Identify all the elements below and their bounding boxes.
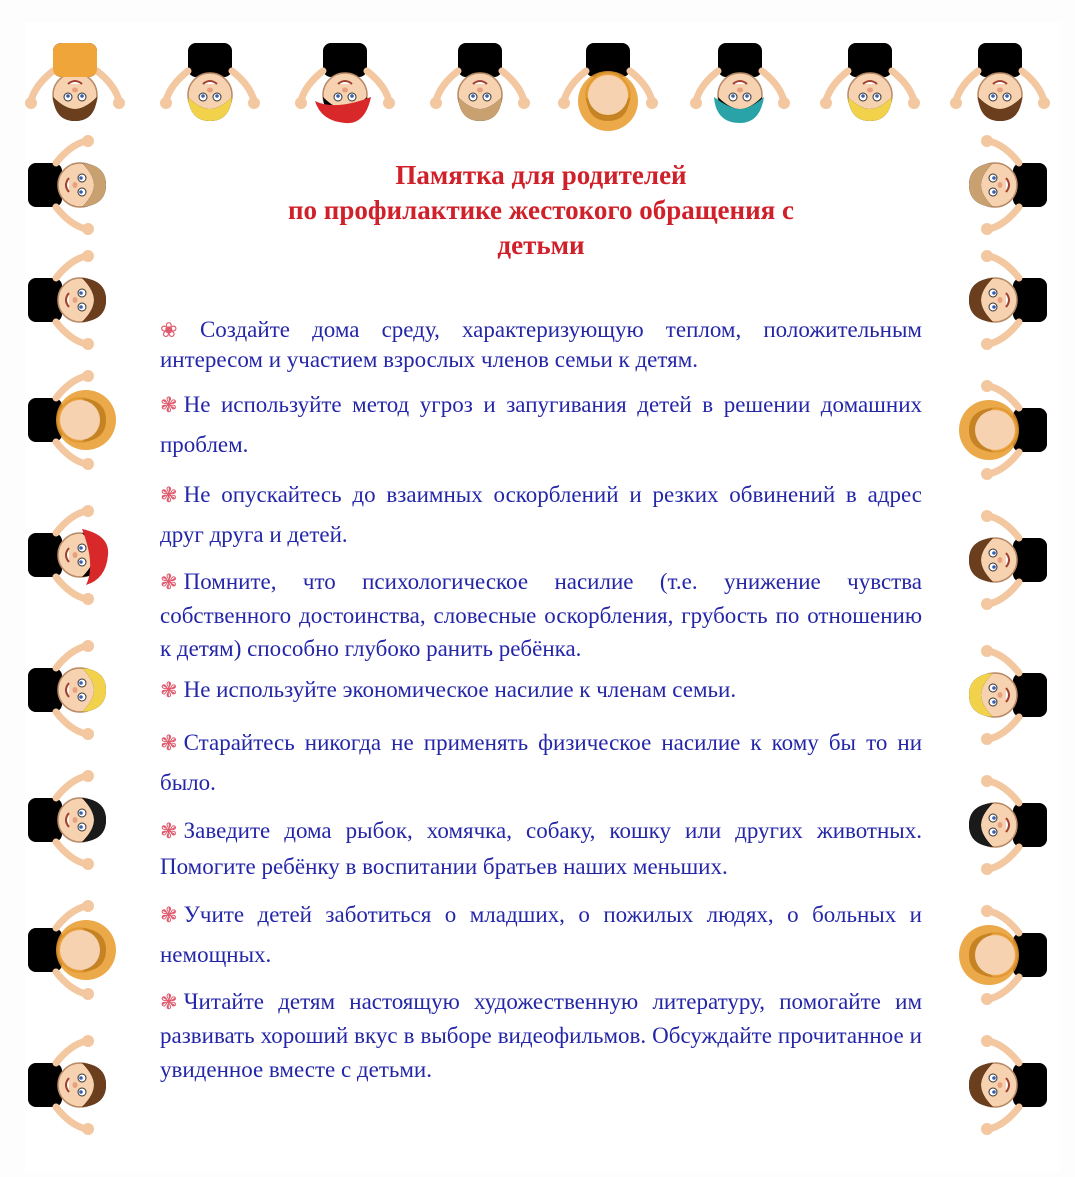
- flower-icon: ❃: [160, 819, 178, 843]
- title-line-3: детьми: [497, 230, 585, 260]
- flower-icon: ❃: [160, 393, 178, 417]
- tip-item: ❃ Не используйте метод угроз и запугивания детей в решении домашних проблем.: [160, 392, 922, 457]
- tip-item: ❃ Помните, что психологическое насилие (т.е. унижение чувства собственного достоинства, словесные оскорбления, грубость по отношению к детям) способно глубоко ранить ребёнка.: [160, 569, 922, 661]
- title-line-2: по профилактике жестокого обращения с: [288, 195, 794, 225]
- tip-item: ❃ Не используйте экономическое насилие к членам семьи.: [160, 677, 737, 702]
- flower-icon: ❃: [160, 990, 178, 1014]
- memo-title: [160, 158, 922, 263]
- tip-item: ❀ Создайте дома среду, характеризующую теплом, положительным интересом и участием взрослых членов семьи к детям.: [160, 317, 922, 372]
- tips-list: [160, 315, 922, 1087]
- flower-icon: ❃: [160, 731, 178, 755]
- flower-icon: ❃: [160, 903, 178, 927]
- flower-icon: ❃: [160, 483, 178, 507]
- tip-item: ❃ Читайте детям настоящую художественную литературу, помогайте им развивать хороший вкус в выборе видеофильмов. Обсуждайте прочитанное и увиденное вместе с детьми.: [160, 989, 922, 1082]
- title-line-1: Памятка для родителей: [395, 160, 687, 190]
- tip-item: ❃ Старайтесь никогда не применять физическое насилие к кому бы то ни было.: [160, 730, 922, 795]
- memo-content: [160, 158, 922, 1097]
- flower-icon: ❃: [160, 678, 178, 702]
- tip-item: ❃ Учите детей заботиться о младших, о пожилых людях, о больных и немощных.: [160, 902, 922, 967]
- flower-icon: ❀: [160, 318, 194, 342]
- tip-item: ❃ Не опускайтесь до взаимных оскорблений и резких обвинений в адрес друг друга и детей.: [160, 482, 922, 547]
- flower-icon: ❃: [160, 570, 178, 594]
- tip-item: ❃ Заведите дома рыбок, хомячка, собаку, кошку или других животных. Помогите ребёнку в воспитании братьев наших меньших.: [160, 818, 922, 879]
